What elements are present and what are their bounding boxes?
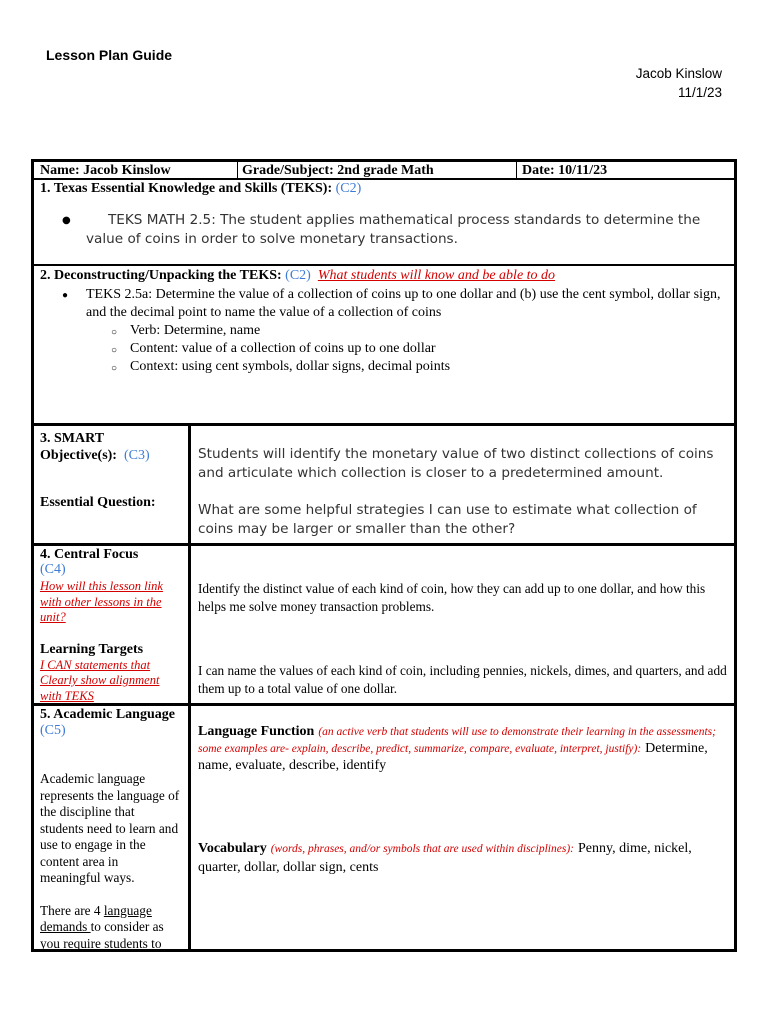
author-block: [636, 64, 722, 102]
section4-code: (C4): [40, 562, 66, 577]
section2-heading: 2. Deconstructing/Unpacking the TEKS:: [40, 268, 282, 283]
section2-code: (C2): [285, 268, 311, 283]
section2-header: [40, 268, 555, 284]
date-cell: Date: 10/11/23: [522, 163, 608, 178]
row-divider: [34, 423, 734, 426]
lesson-plan-table: [31, 159, 737, 952]
row-divider: [34, 264, 734, 266]
col-divider: [516, 162, 517, 178]
central-focus: Identify the distinct value of each kind of coin, how they can add up to one dollar, and how this helps me solve money transaction problems.: [198, 581, 706, 614]
author-name: Jacob Kinslow: [635, 66, 722, 81]
learning-target: I can name the values of each kind of coin, including pennies, nickels, dimes, and quarters, and add them up to a total value of one dollar.: [198, 663, 727, 696]
sub-item-verb: Verb: Determine, name: [130, 323, 261, 338]
col-divider: [237, 162, 238, 178]
essential-question-label: Essential Question:: [40, 495, 156, 510]
author-date: 11/1/23: [677, 85, 722, 100]
grade-subject-cell: Grade/Subject: 2nd grade Math: [242, 163, 434, 178]
language-function-value: Determine, name, evaluate, describe, identify: [198, 741, 708, 773]
section1-code: (C2): [335, 181, 362, 196]
section1-heading: 1. Texas Essential Knowledge and Skills (TEKS):: [40, 181, 333, 196]
section3-header: 3. SMART Objective(s): (C3): [40, 431, 150, 463]
document-title: Lesson Plan Guide: [46, 47, 173, 63]
language-function-label: Language Function: [198, 724, 315, 739]
section3-code: (C3): [123, 448, 150, 463]
section2-bullet: ● TEKS 2.5a: Determine the value of a collection of coins up to one dollar and (b) use the cent symbol, dollar sign, and the decimal point to name the value of a collection of coins: [62, 287, 721, 320]
language-demands-text: There are 4 language demands to consider as you require students to: [40, 902, 164, 951]
learning-targets-note: I CAN statements that Clearly show alignment with TEKS: [40, 657, 160, 703]
bullet-icon: ●: [62, 215, 71, 226]
essential-question: What are some helpful strategies I can use to estimate what collection of coins may be larger or smaller than the other?: [198, 502, 697, 537]
learning-targets-label: Learning Targets: [40, 641, 144, 657]
section5-left: 5. Academic Language (C5) Academic language represents the language of the discipline that students need to learn and use to engage in the content area in meaningful ways. There are 4 language demands to consider as you require students to: [40, 707, 180, 951]
sub-item-context: Context: using cent symbols, dollar signs, decimal points: [130, 359, 451, 374]
section4-note: How will this lesson link with other lessons in the unit?: [40, 579, 163, 624]
smart-objective: Students will identify the monetary value of two distinct collections of coins and articulate which collection is closer to a predetermined amount.: [198, 446, 714, 481]
academic-language-desc: Academic language represents the language of the discipline that students need to learn and use to engage in the content area in meaningful ways.: [40, 771, 180, 885]
row-divider: [34, 543, 734, 546]
section5-code: (C5): [40, 723, 66, 738]
section1-bullet: ● TEKS MATH 2.5: The student applies mathematical process standards to determine the value of coins in order to solve monetary transactions.: [62, 212, 701, 247]
name-cell: Name: Jacob Kinslow: [40, 163, 171, 178]
sub-item-content: Content: value of a collection of coins up to one dollar: [130, 341, 436, 356]
section4-left: 4. Central Focus (C4) How will this lesson link with other lessons in the unit? Learning Targets I CAN statements that Clearly show alignment with TEKS: [40, 547, 180, 704]
section2-note: What students will know and be able to do: [317, 268, 556, 283]
section2-subitems: [130, 322, 450, 376]
vocabulary-label: Vocabulary: [198, 841, 267, 856]
vocabulary-value: Penny, dime, nickel, quarter, dollar, dollar sign, cents: [198, 841, 692, 875]
language-function-note: (an active verb that students will use to demonstrate their learning in the assessments; some examples are- explain, describe, predict, summarize, compare, evaluate, interpret, justify):: [198, 726, 716, 755]
section1-header: [40, 181, 361, 197]
col-divider: [188, 426, 191, 949]
language-function: [198, 723, 728, 774]
vocabulary: [198, 839, 728, 877]
bullet-icon: ●: [62, 290, 69, 301]
vocabulary-note: (words, phrases, and/or symbols that are used within disciplines):: [270, 843, 574, 855]
